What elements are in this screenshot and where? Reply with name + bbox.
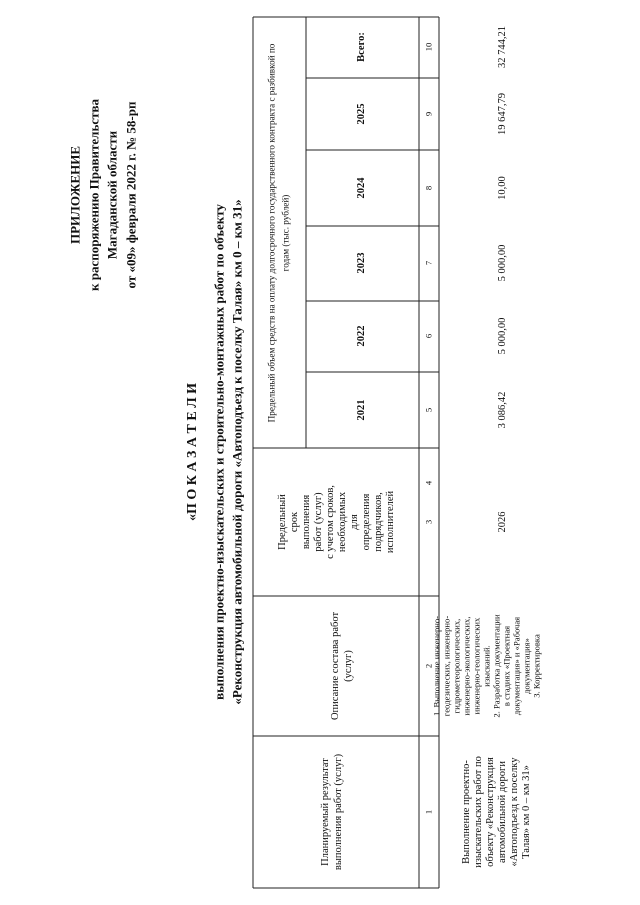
column-number: 9 [423, 111, 434, 117]
header-deadline: подрядчиков, [372, 492, 384, 552]
header-result: выполнения работ (услуг) [332, 753, 344, 871]
header-deadline: Предельный [276, 494, 288, 550]
appendix-line: к распоряжению Правительства [86, 98, 102, 292]
appendix-line: от «09» февраля 2022 г. № 58-рп [123, 101, 139, 289]
row-description: геодезических, инженерно- [441, 615, 452, 717]
row-result: автомобильной дороги [496, 761, 508, 863]
row-description: гидрометеорологических, [451, 618, 462, 714]
header-description: Описание состава работ [329, 611, 341, 721]
row-description: 2. Разработка документации [491, 614, 502, 718]
row-value: 5 000,00 [496, 317, 508, 355]
column-number: 1 [423, 809, 434, 815]
column-number: 3 [423, 519, 434, 525]
header-deadline: с учетом сроков, [324, 485, 336, 559]
header-deadline: определения [360, 493, 372, 551]
row-description: инженерно-геологических [471, 617, 482, 715]
row-result: объекту «Реконструкция [484, 757, 496, 867]
row-value: 19 647,79 [496, 93, 508, 135]
header-deadline: исполнителей [384, 490, 396, 554]
appendix-title: ПРИЛОЖЕНИЕ [67, 145, 83, 245]
appendix-line: Магаданской области [104, 130, 120, 260]
row-value: 3 086,42 [496, 391, 508, 429]
header-result: Планируемый результат [319, 758, 331, 866]
column-number: 8 [423, 185, 434, 191]
column-number: 5 [423, 407, 434, 413]
row-description: в стадиях «Проектная [501, 625, 512, 707]
column-number: 2 [423, 663, 434, 669]
header-deadline: выполнения [300, 494, 312, 550]
header-deadline: необходимых [336, 491, 348, 553]
row-result: Выполнение проектно- [460, 760, 472, 864]
row-description: документация» и «Рабочая [511, 616, 522, 716]
row-description: 1. Выполнение инженерно- [431, 615, 442, 717]
header-funding: Предельный объем средств на оплату долгосрочного государственного контракта с разбивкой по [266, 43, 277, 423]
year-header: 2022 [355, 325, 367, 347]
header-description: (услуг) [342, 650, 354, 682]
row-value: 32 744,21 [496, 26, 508, 68]
row-description: документация» [521, 638, 532, 694]
document-title: «П О К А З А Т Е Л И [185, 382, 200, 522]
year-header: 2025 [355, 103, 367, 125]
year-header: 2024 [355, 177, 367, 199]
document-subtitle: «Реконструкция автомобильной дороги «Автоподъезд к поселку Талая» км 0 – км 31» [229, 199, 245, 705]
column-number: 10 [423, 42, 434, 52]
row-result: Талая» км 0 – км 31» [520, 765, 532, 859]
header-deadline: срок [288, 511, 300, 533]
row-description: 3. Корректировка [531, 634, 542, 698]
column-number: 7 [423, 260, 434, 266]
row-value: 5 000,00 [496, 244, 508, 282]
row-description: инженерно-экологических, [461, 616, 472, 716]
row-value: 10,00 [496, 176, 508, 200]
year-header: 2021 [355, 399, 367, 421]
header-funding: годам (тыс. рублей) [280, 194, 291, 272]
document-subtitle: выполнения проектно-изыскательских и строительно-монтажных работ по объекту [211, 204, 227, 700]
row-result: изыскательских работ по [472, 756, 484, 868]
column-number: 6 [423, 333, 434, 339]
year-header: Всего: [355, 32, 367, 62]
row-description: изысканий. [481, 645, 492, 687]
row-deadline: 2026 [496, 511, 508, 533]
year-header: 2023 [355, 252, 367, 274]
header-deadline: работ (услуг) [312, 492, 324, 552]
header-deadline: для [348, 514, 360, 530]
column-number: 4 [423, 480, 434, 486]
row-result: «Автоподъезд к поселку [508, 757, 520, 867]
